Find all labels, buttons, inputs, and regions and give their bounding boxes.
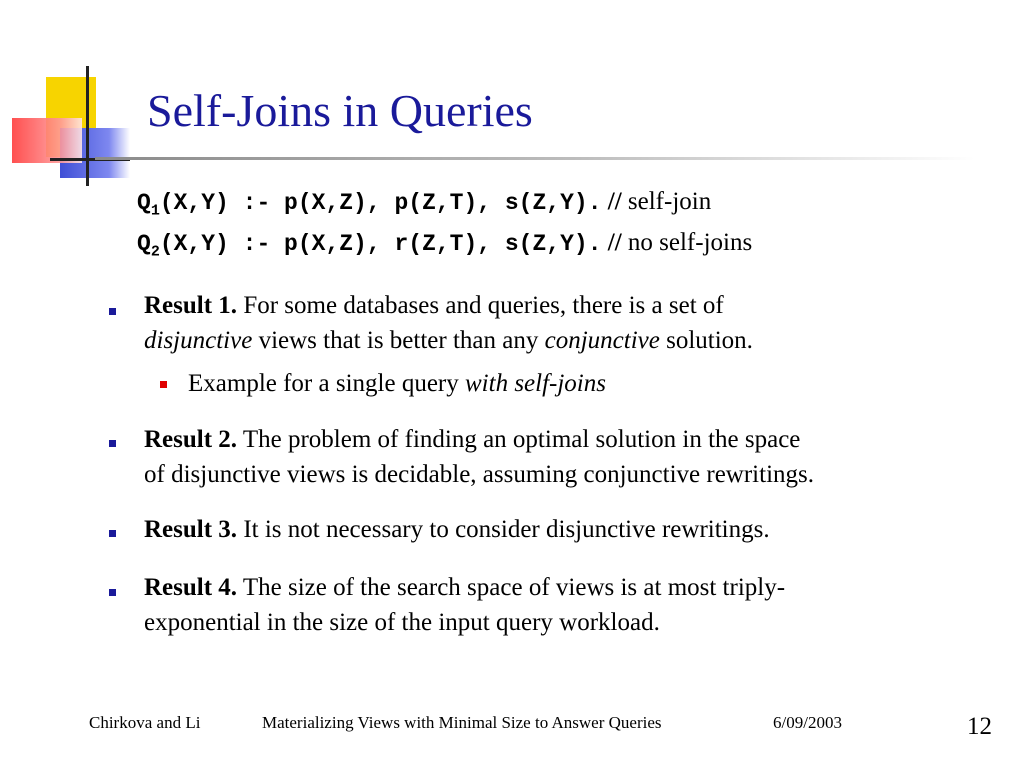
- bullet-icon: [109, 589, 116, 596]
- footer-talk-title: Materializing Views with Minimal Size to Answer Queries: [262, 713, 662, 732]
- page-number: 12: [967, 713, 992, 740]
- bullet-icon: [109, 308, 116, 315]
- query-2: $Q_2(X,Y)$ :- p(X,Z), r(Z,T), s(Z,Y). // no self-joins: [137, 229, 753, 261]
- bullet-icon: [109, 530, 116, 537]
- result-1-example: Example for a single query with self-joins: [188, 370, 606, 397]
- slide-title: Self-Joins in Queries: [147, 85, 533, 136]
- footer-date: 6/09/2003: [773, 713, 842, 732]
- sub-bullet-icon: [160, 381, 167, 388]
- result-1: Result 1. For some databases and queries, there is a set of disjunctive views that is better than any conjunctive solution.: [144, 292, 753, 354]
- bullet-icon: [109, 440, 116, 447]
- title-divider: [95, 157, 975, 160]
- query-1: $Q_1(X,Y)$ :- p(X,Z), p(Z,T), s(Z,Y). // self-join: [137, 188, 712, 220]
- result-3: Result 3. It is not necessary to consider disjunctive rewritings.: [144, 516, 770, 543]
- result-4: Result 4. The size of the search space of views is at most triply- exponential in the size of the input query workload.: [144, 574, 786, 636]
- result-2: Result 2. The problem of finding an optimal solution in the space of disjunctive views is decidable, assuming conjunctive rewritings.: [144, 426, 814, 488]
- footer-authors: Chirkova and Li: [89, 713, 201, 732]
